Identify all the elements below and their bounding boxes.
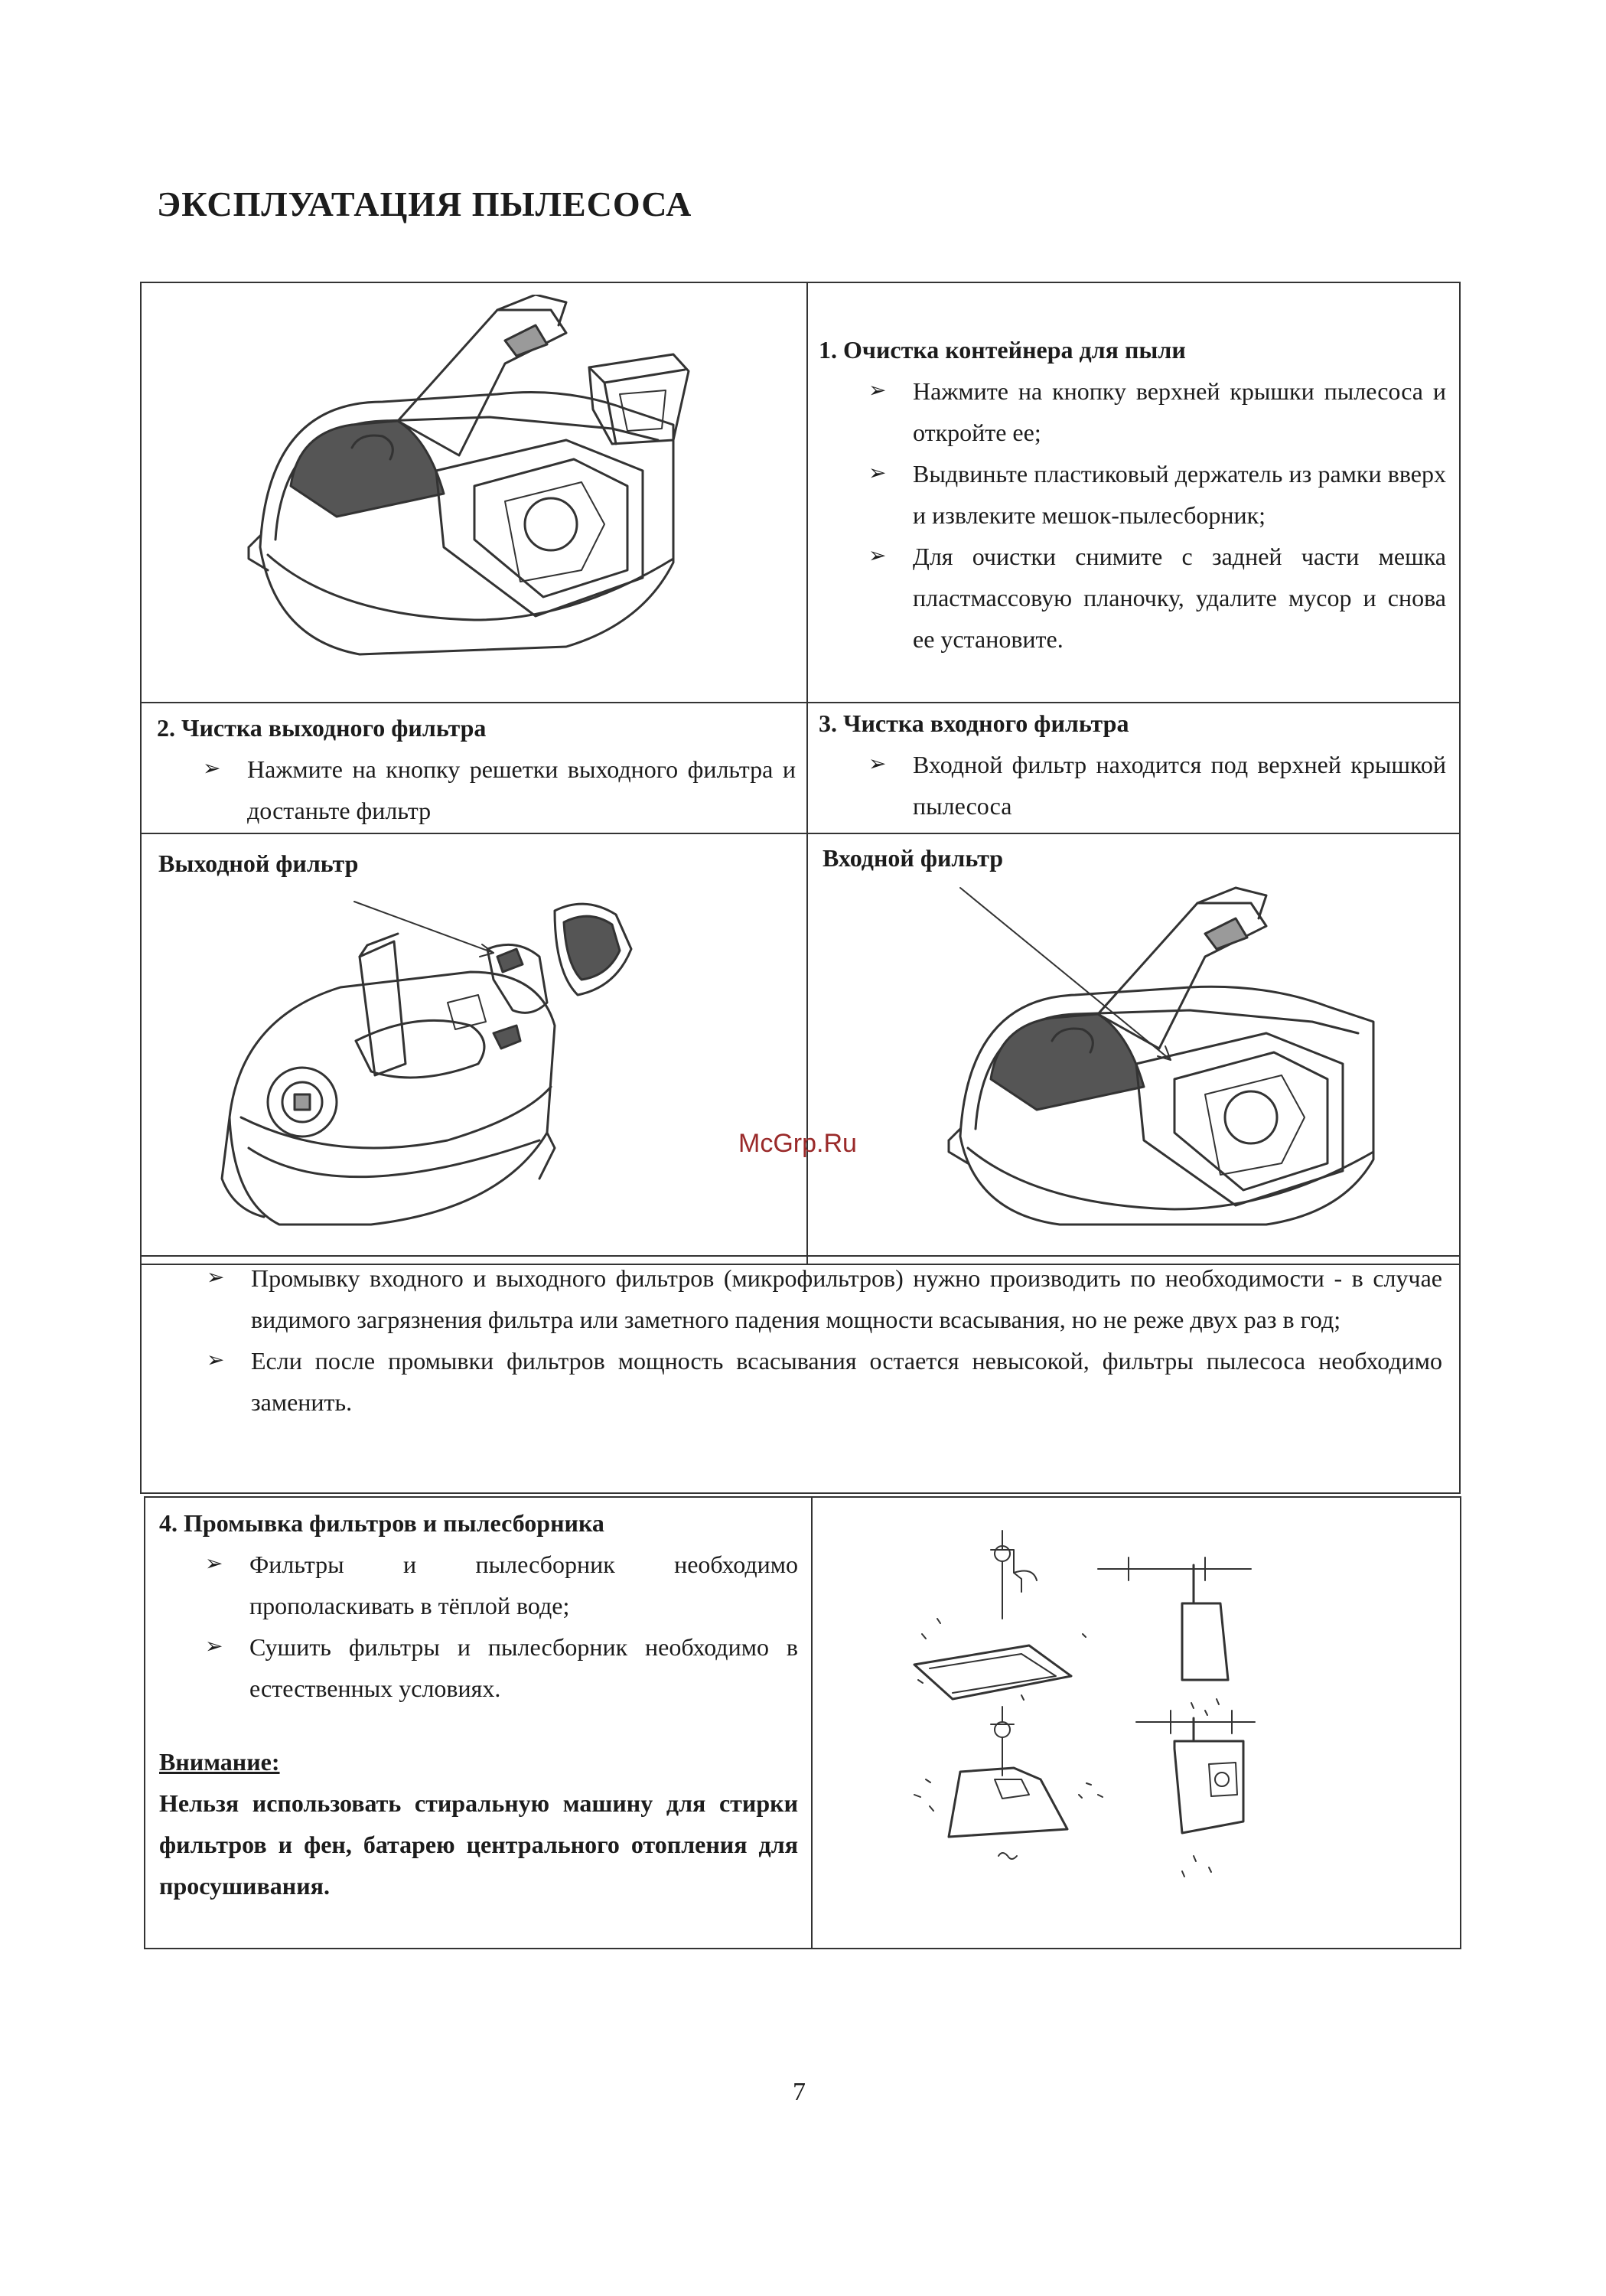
list-item: ➢ Выдвиньте пластиковый держатель из рамки вверх и извлеките мешок-пылесборник; xyxy=(868,453,1446,536)
section-4-heading: 4. Промывка фильтров и пылесборника xyxy=(159,1509,604,1537)
bullet-arrow-icon: ➢ xyxy=(205,1552,223,1576)
notes xyxy=(207,1257,1442,1423)
bullet-arrow-icon: ➢ xyxy=(868,461,887,485)
inlet-filter-illustration xyxy=(945,884,1404,1228)
section-1-heading: 1. Очистка контейнера для пыли xyxy=(819,336,1186,364)
section-3 xyxy=(819,703,1446,827)
list-item: ➢ Сушить фильтры и пылесборник необходимо в естественных условиях. xyxy=(205,1626,798,1709)
list-item: ➢ Фильтры и пылесборник необходимо прополаскивать в тёплой воде; xyxy=(205,1544,798,1626)
bullet-arrow-icon: ➢ xyxy=(868,544,887,568)
vacuum-open-lid-illustration xyxy=(245,295,704,662)
section-4 xyxy=(159,1502,798,1906)
bullet-arrow-icon: ➢ xyxy=(203,757,221,781)
list-item: ➢ Для очистки снимите с задней части мешка пластмассовую планочку, удалите мусор и снова ее установите. xyxy=(868,536,1446,660)
upper-table-divider xyxy=(806,282,808,1265)
section-2-heading: 2. Чистка выходного фильтра xyxy=(157,714,487,742)
upper-table-row-line-2 xyxy=(140,833,1461,834)
bullet-arrow-icon: ➢ xyxy=(207,1266,225,1290)
bullet-arrow-icon: ➢ xyxy=(868,379,887,403)
list-item: ➢ Нажмите на кнопку решетки выходного фильтра и достаньте фильтр xyxy=(203,748,796,831)
page-number: 7 xyxy=(793,2078,806,2106)
page-title: ЭКСПЛУАТАЦИЯ ПЫЛЕСОСА xyxy=(157,184,692,223)
list-item: ➢ Входной фильтр находится под верхней крышкой пылесоса xyxy=(868,744,1446,827)
warning-text: Нельзя использовать стиральную машину для стирки фильтров и фен, батарею центрального отопления для просушивания. xyxy=(159,1789,798,1900)
lower-table-divider xyxy=(811,1496,813,1949)
washing-drying-illustration xyxy=(907,1519,1427,1932)
watermark: McGrp.Ru xyxy=(738,1129,857,1158)
inlet-filter-label: Входной фильтр xyxy=(823,844,1003,872)
list-item: ➢ Если после промывки фильтров мощность всасывания остается невысокой, фильтры пылесоса необходимо заменить. xyxy=(207,1340,1442,1423)
warning-heading: Внимание: xyxy=(159,1748,280,1776)
section-2 xyxy=(157,707,796,831)
outlet-filter-label: Выходной фильтр xyxy=(158,850,359,877)
list-item: ➢ Промывку входного и выходного фильтров (микрофильтров) нужно производить по необходимости - в случае видимого загрязнения фильтра или заметного падения мощности всасывания, но не реже двух раз в год; xyxy=(207,1257,1442,1340)
outlet-filter-illustration xyxy=(218,888,677,1240)
section-3-heading: 3. Чистка входного фильтра xyxy=(819,709,1129,737)
bullet-arrow-icon: ➢ xyxy=(868,752,887,776)
list-item: ➢ Нажмите на кнопку верхней крышки пылесоса и откройте ее; xyxy=(868,370,1446,453)
bullet-arrow-icon: ➢ xyxy=(207,1349,225,1372)
bullet-arrow-icon: ➢ xyxy=(205,1635,223,1658)
section-1 xyxy=(819,329,1446,660)
